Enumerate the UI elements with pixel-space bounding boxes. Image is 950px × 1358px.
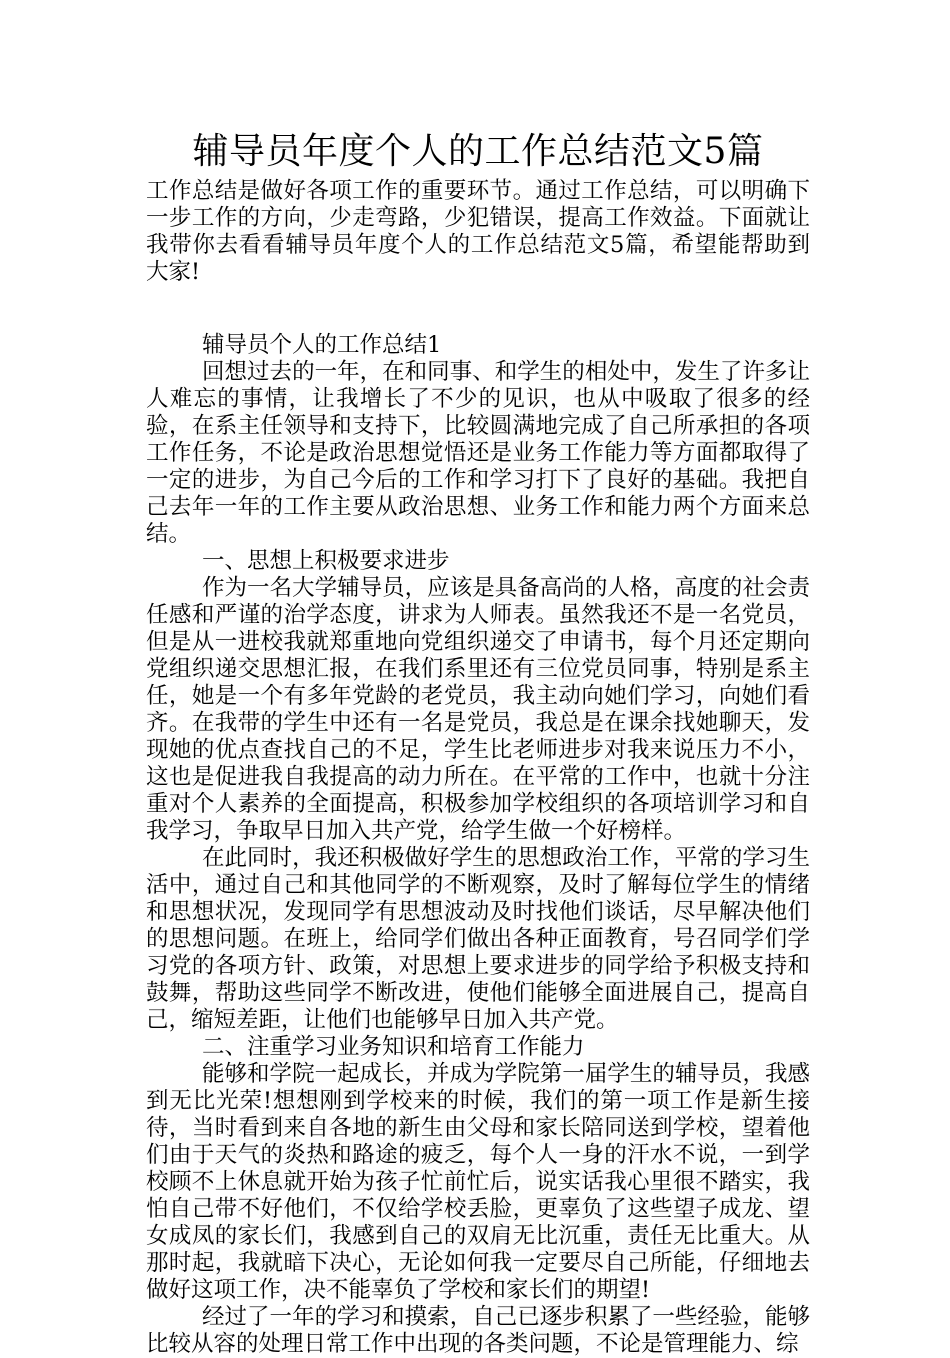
subheading-1: 一、思想上积极要求进步 [202,548,450,574]
document-title: 辅导员年度个人的工作总结范文5篇 [192,131,764,172]
paragraph-5: 经过了一年的学习和摸索，自己已逐步积累了一些经验，能够比较从容的处理日常工作中出现的各类问题，不论是管理能力、综 [146,1304,810,1357]
intro-paragraph: 工作总结是做好各项工作的重要环节。通过工作总结，可以明确下一步工作的方向，少走弯路，少犯错误，提高工作效益。下面就让我带你去看看辅导员年度个人的工作总结范文5篇，希望能帮助到大家! [146,178,810,285]
paragraph-3: 在此同时，我还积极做好学生的思想政治工作，平常的学习生活中，通过自己和其他同学的不断观察，及时了解每位学生的情绪和思想状况，发现同学有思想波动及时找他们谈话，尽早解决他们的思想问题。在班上，给同学们做出各种正面教育，号召同学们学习党的各项方针、政策，对思想上要求进步的同学给予积极支持和鼓舞，帮助这些同学不断改进，使他们能够全面进展自己，提高自己，缩短差距，让他们也能够早日加入共产党。 [146,845,810,1033]
document-page [146,126,810,1358]
paragraph-4: 能够和学院一起成长，并成为学院第一届学生的辅导员，我感到无比光荣!想想刚到学校来的时候，我们的第一项工作是新生接待，当时看到来自各地的新生由父母和家长陪同送到学校，望着他们由于天气的炎热和路途的疲乏，每个人一身的汗水不说，一到学校顾不上休息就开始为孩子忙前忙后，说实话我心里很不踏实，我怕自己带不好他们，不仅给学校丢脸，更辜负了这些望子成龙、望女成凤的家长们，我感到自己的双肩无比沉重，责任无比重大。从那时起，我就暗下决心，无论如何我一定要尽自己所能，仔细地去做好这项工作，决不能辜负了学校和家长们的期望! [146,1061,810,1303]
paragraph-2: 作为一名大学辅导员，应该是具备高尚的人格，高度的社会责任感和严谨的治学态度，讲求为人师表。虽然我还不是一名党员，但是从一进校我就郑重地向党组织递交了申请书，每个月还定期向党组织递交思想汇报，在我们系里还有三位党员同事，特别是系主任，她是一个有多年党龄的老党员，我主动向她们学习，向她们看齐。在我带的学生中还有一名是党员，我总是在课余找她聊天，发现她的优点查找自己的不足，学生比老师进步对我来说压力不小，这也是促进我自我提高的动力所在。在平常的工作中，也就十分注重对个人素养的全面提高，积极参加学校组织的各项培训学习和自我学习，争取早日加入共产党，给学生做一个好榜样。 [146,575,810,844]
subheading-2: 二、注重学习业务知识和培育工作能力 [202,1034,585,1060]
blank-line [146,286,810,332]
section-title: 辅导员个人的工作总结1 [202,332,442,358]
paragraph-1: 回想过去的一年，在和同事、和学生的相处中，发生了许多让人难忘的事情，让我增长了不少的见识，也从中吸取了很多的经验，在系主任领导和支持下，比较圆满地完成了自己所承担的各项工作任务，不论是政治思想觉悟还是业务工作能力等方面都取得了一定的进步，为自己今后的工作和学习打下了良好的基础。我把自己去年一年的工作主要从政治思想、业务工作和能力两个方面来总结。 [146,359,810,547]
